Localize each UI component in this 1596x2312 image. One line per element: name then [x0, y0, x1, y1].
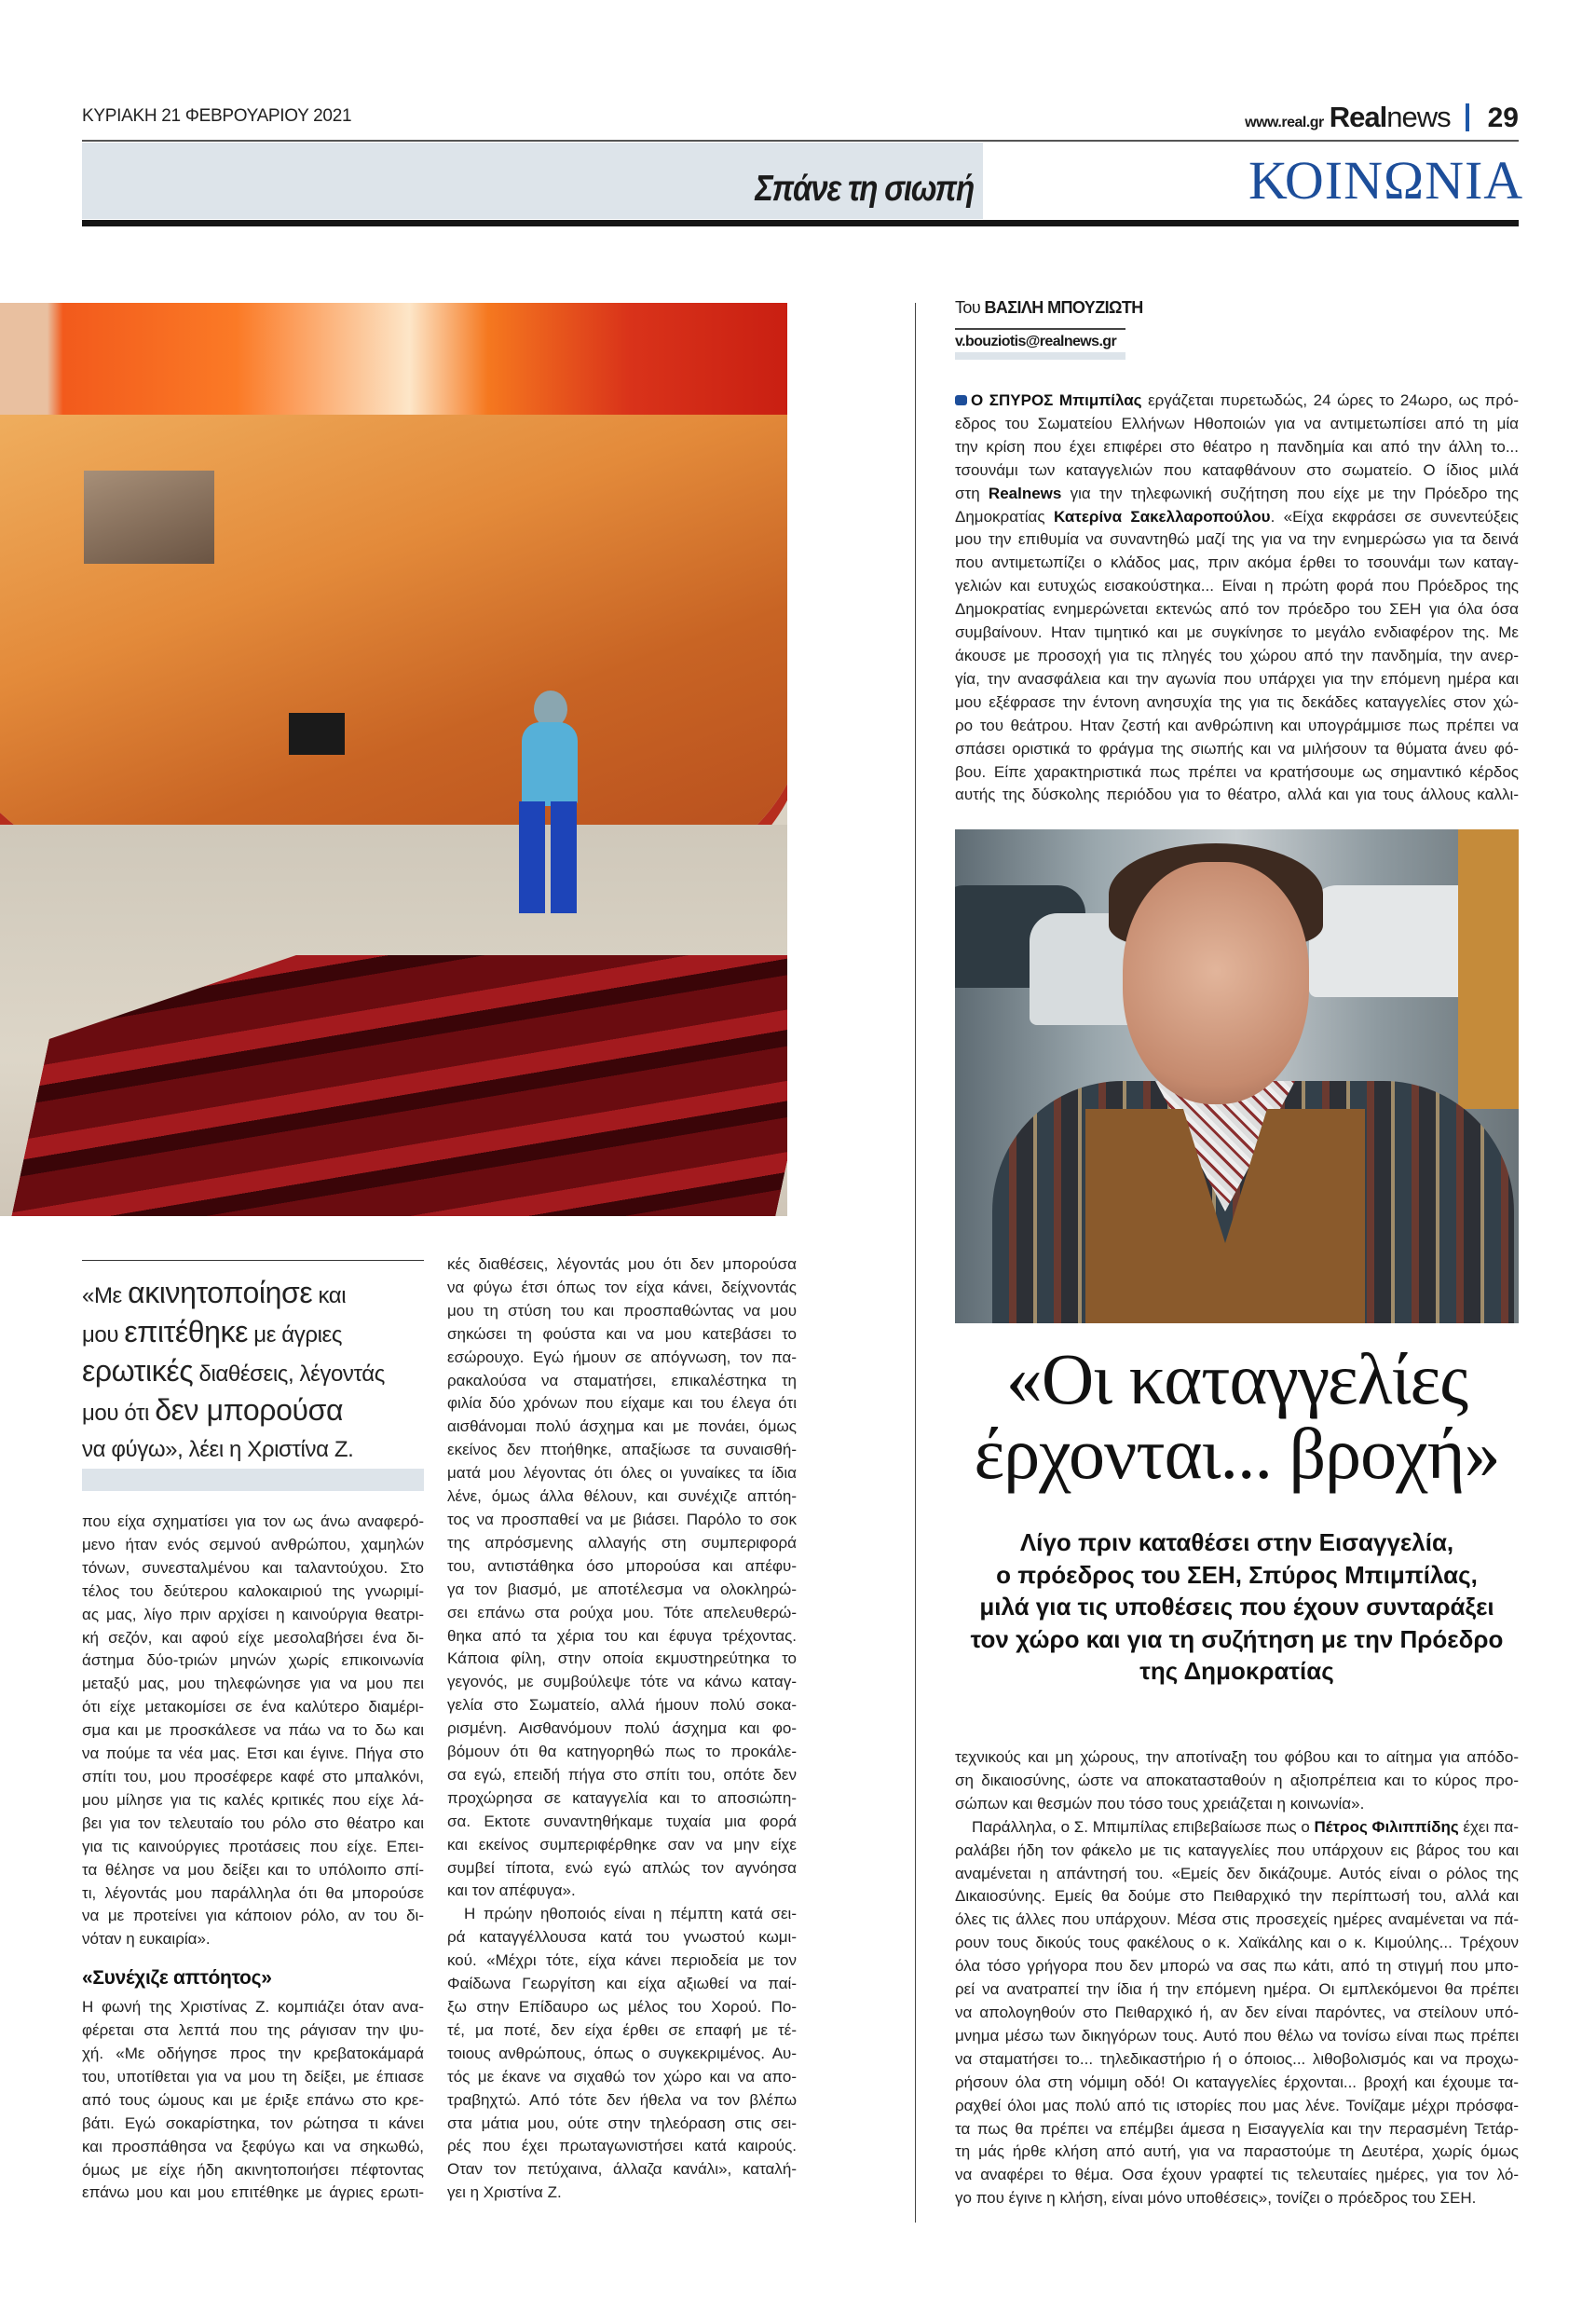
quote-emphasis: επιτέθηκε — [124, 1315, 248, 1348]
quote-emphasis: δεν μπορούσα — [155, 1393, 344, 1427]
text-line: σει επάνω στα ρούχα μου. Τότε απελευθερώ- — [447, 1603, 797, 1621]
text-line: βόμουν ότι θα κατηγορηθώ πως το προκάλε- — [447, 1743, 797, 1761]
amplifier — [289, 713, 345, 755]
text-line: Δημοκρατίας ενημερώνεται εκτενώς από τον πρόεδρο του ΣΕΗ για όλα όσα — [955, 600, 1519, 619]
text-line: τι, λέγοντάς μου παράλληλα ότι θα μπορούσε — [82, 1883, 424, 1902]
pull-quote-line: μου ότι δεν μπορούσα — [82, 1393, 344, 1427]
quote-emphasis: ακινητοποίησε — [128, 1276, 313, 1309]
text-line: ραλάβει ήδη τον φάκελο με τις καταγγελίες που υπάρχουν εις βάρος του και — [955, 1840, 1519, 1859]
text-line: στη Realnews για την τηλεφωνική συζήτηση που είχε με την Πρόεδρο της — [955, 484, 1520, 502]
text-line: σπίτι του, μου προσέφερε καφέ στο μπαλκόνι, — [82, 1767, 424, 1785]
text-line: του, αντιστάθηκα όσο μπορούσα και απέφυ- — [447, 1556, 797, 1575]
section-kicker-band — [82, 143, 983, 219]
text-line: τα πως θα πρέπει να επέμβει άμεσα η Εισαγγελία και την περασμένη Τετάρ- — [955, 2119, 1519, 2138]
text-line: τός με έκανε να σιχαθώ τον χώρο και να απο- — [447, 2067, 797, 2086]
text-line: σώπων και θεσμών που τόσο τους χρειάζεται η κοινωνία». — [955, 1794, 1365, 1813]
text-line: βάτι. Εγώ σοκαρίστηκα, τον ρώτησα τι κάνει — [82, 2114, 424, 2132]
text-line: Φαίδωνα Γεωργίτση και είχα αξιωθεί να παί- — [447, 1975, 797, 1993]
header-thick-rule — [82, 220, 1519, 226]
figure-legs — [519, 801, 577, 913]
article-intro — [955, 390, 1519, 807]
headline — [955, 1338, 1519, 1494]
quote-emphasis: ερωτικές — [82, 1354, 194, 1388]
article-body-left — [82, 1511, 424, 2205]
text-line: ρά καταγγέλλουσα κατά του γνωστού κωμι- — [447, 1928, 797, 1947]
separator-bar — [1466, 103, 1469, 131]
text-line: μου την επιθυμία να συναντηθώ μαζί της για να την ενημερώσω για τα δεινά — [955, 530, 1519, 549]
paragraph — [82, 1511, 424, 1951]
text-line: κή σεζόν, και αφού είχε μεσολαβήσει ένα δι- — [82, 1628, 424, 1647]
section-name: ΚΟΙΝΩΝΙΑ — [1248, 150, 1524, 211]
text-line: τα θέλησε να μου δείξει και το υπόλοιπο σπί- — [82, 1860, 424, 1879]
byline-author: ΒΑΣΙΛΗ ΜΠΟΥΖΙΩΤΗ — [984, 298, 1143, 317]
text-line: τέ, μα ποτέ, δεν είχα έρθει σε επαφή με τέ- — [447, 2020, 797, 2039]
text-line: Παράλληλα, ο Σ. Μπιμπίλας επιβεβαίωσε πως ο Πέτρος Φιλιππίδης έχει πα- — [972, 1817, 1519, 1836]
paragraph — [955, 390, 1519, 807]
text-line: ξω στην Επίδαυρο ως μέλος του Χορού. Πο- — [447, 1998, 797, 2016]
text-line: χή. «Με οδήγησε προς την κρεβατοκάμαρά — [82, 2045, 424, 2063]
article-body-right — [955, 1746, 1519, 2210]
text-line: θηκα από τα χέρια του και έφυγα τρέχοντας. — [447, 1626, 797, 1645]
pull-quote-line: ερωτικές διαθέσεις, λέγοντάς — [82, 1354, 385, 1388]
text-line: σα εγώ, επειδή πήγα στο σπίτι του, οπότε δεν — [447, 1765, 797, 1784]
paragraph — [447, 1253, 797, 1903]
text-line: Η πρώην ηθοποιός είναι η πέμπτη κατά σει- — [464, 1905, 797, 1923]
subhead-line: τον χώρο και για τη συζήτηση με την Πρόεδρο — [970, 1624, 1504, 1653]
text-line: ραχθεί όλοι μας πολύ από τις ιστορίες που μας λένε. Τονίζαμε μέχρι πρόσφα- — [955, 2096, 1519, 2114]
text-line: γεγονός, με συμβούλεψε τότε να κάνω καταγ- — [447, 1673, 797, 1691]
text-line: εκείνος δεν πτοήθηκε, απαξίωσε τα συναισθή- — [447, 1441, 797, 1459]
text-line: που αντιμετωπίζει ο κλάδος μας, πριν ακόμα έρθει το τσουνάμι των καταγ- — [955, 554, 1519, 572]
text-line: γελιών και ευτυχώς εισακούστηκα... Είναι η πρώτη φορά που Πρόεδρος της — [955, 577, 1519, 595]
text-line: για τις καινούργιες προτάσεις που είχε. Επει- — [82, 1837, 424, 1855]
building-wall — [1458, 829, 1519, 1109]
text-line: τσουνάμι των καταγγελιών που καταφθάνουν στο σωματείο. Ο ίδιος μιλά — [955, 460, 1519, 479]
text-line: βει για τον τελευταίο του ρόλο στο θέατρο και — [82, 1813, 424, 1832]
text-line: νόταν η ευκαιρία». — [82, 1930, 211, 1949]
text-line: αυτής της δύσκολης περιόδου για το θέατρο, αλλά και για τους άλλους καλλι- — [955, 786, 1519, 804]
issue-date: ΚΥΡΙΑΚΗ 21 ΦΕΒΡΟΥΑΡΙΟΥ 2021 — [82, 106, 352, 126]
text-line: τέλος του δεύτερου καλοκαιριού της γνωριμί- — [82, 1581, 424, 1600]
subhead-line: ο πρόεδρος του ΣΕΗ, Σπύρος Μπιμπίλας, — [996, 1560, 1478, 1589]
text-line: σηκώσει τη φούστα και να μου κατεβάσει το — [447, 1324, 797, 1343]
figure-torso — [522, 722, 578, 806]
text-line: σπάσει οριστικά το φράγμα της σιωπής και να μιλήσουν τα θύματα άνευ φό- — [955, 739, 1519, 758]
site-url[interactable]: www.real.gr — [1245, 115, 1324, 130]
text-line: μου μίλησε για τις καλές κριτικές που είχε λά- — [82, 1790, 424, 1809]
text-line: από τους ώμους και με έριξε επάνω στο κρε- — [82, 2090, 424, 2109]
text-line: ας μας, λίγο πριν αρχίσει η καινούργια θεατρι- — [82, 1605, 424, 1623]
author-email[interactable]: v.bouziotis@realnews.gr — [955, 334, 1117, 349]
text-line: μου εξέφρασε την έντονη ανησυχία της για τις δεκάδες καταγγελίες στον χώ- — [955, 692, 1519, 711]
text-line: βου. Είπε χαρακτηριστικά πως πρέπει να κρατήσουμε ως σημαντικό κέρδος — [955, 762, 1519, 781]
text-line: τη μάς ήρθε κλήση από αυτή, για να παραστούμε τη Δευτέρα, χωρίς όμως — [955, 2142, 1519, 2161]
byline-prefix: Του — [955, 298, 981, 317]
text-line: ρήσουν όλα στη νόμιμη οδό! Οι καταγγελίες έρχονται... βροχή και έχουμε τα- — [955, 2073, 1519, 2091]
brand-logo-news: news — [1386, 101, 1451, 133]
text-line: σμα και με προσκάλεσε να πάω να το δω και — [82, 1721, 424, 1740]
text-line: τόνων, συνεσταλμένου και ταλαντούχου. Στο — [82, 1558, 424, 1577]
text-line: ρο του θεάτρου. Ηταν ζεστή και ανθρώπινη και υπογράμμισε πως πρέπει να — [955, 716, 1519, 734]
text-line: λένε, όμως άλλα θέλουν, και συνέχιζε απτόη- — [447, 1487, 797, 1506]
text-line: γελία στο Σωματείο, αλλά ήμουν πολύ σοκα- — [447, 1696, 797, 1715]
paragraph — [82, 1996, 424, 2205]
text-line: άκουσε με προσοχή για τις πληγές του χώρου από την πανδημία, την ανερ- — [955, 646, 1519, 664]
byline-bar — [955, 352, 1125, 360]
text-line: γα τον βιασμό, με αποτέλεσμα να ολοκληρώ- — [447, 1580, 797, 1598]
text-line: ότι είχε μετακομίσει σε ένα καλύτερο διαμέρι- — [82, 1698, 424, 1717]
bold-name: Realnews — [988, 484, 1062, 502]
text-line: ρουν τους δικούς τους φακέλους ο κ. Χαϊκάλης και ο κ. Κιμούλης... Τρέχουν — [955, 1934, 1519, 1952]
text-line: μενο ήταν ενός σεμνού ανθρώπου, χαμηλών — [82, 1535, 424, 1553]
stage-prop — [84, 471, 214, 564]
text-line: στα μάτια μου, ούτε στην τηλεόραση στις σει- — [447, 2114, 797, 2132]
text-line: κού. «Μέχρι τότε, είχα κάνει περιοδεία με τον — [447, 1951, 797, 1970]
text-line: να πούμε τα νέα μας. Ετσι και έγινε. Πήγα στο — [82, 1744, 424, 1763]
headline-line: «Οι καταγγελίες — [1005, 1338, 1468, 1419]
text-line: μνημα μέσω των δικηγόρων τους. Αυτό που θέλω να τονίσω είναι πως πρέπει — [955, 2026, 1519, 2045]
text-line: εδρος του Σωματείου Ελλήνων Ηθοποιών για να αντιμετωπίσει από τη μία — [955, 414, 1519, 432]
text-line: να απολογηθούν στο Πειθαρχικό ή, αν δεν είναι παρόντες, να στείλουν υπό- — [955, 2003, 1519, 2021]
text-line: συμβεί τίποτα, ενώ εγώ απλώς τον αγνόησα — [447, 1858, 797, 1877]
header-rule — [82, 140, 1519, 142]
paragraph — [955, 1816, 1519, 2210]
text-line: άστημα δύο-τριών μηνών χωρίς επικοινωνία — [82, 1651, 424, 1670]
text-line: προχώρησα σε καταγγελία και το αποσιώπη- — [447, 1788, 797, 1807]
text-line: να με προτείνει για κάποιον ρόλο, αν του δι- — [82, 1907, 424, 1925]
pull-quote — [82, 1275, 436, 1468]
section-subheading: «Συνέχιζε απτόητος» — [82, 1967, 272, 1990]
text-line: να φύγω έτσι όπως τον είχα κάνει, δείχνοντάς — [447, 1278, 797, 1296]
pull-quote-rule — [82, 1260, 424, 1261]
text-line: Οταν τον πετύχαινα, άλλαζα κανάλι», καταλή- — [447, 2160, 797, 2179]
text-line: μου τη στύση του και προσπαθώντας να μου — [447, 1301, 797, 1320]
paragraph — [447, 1903, 797, 2205]
text-line: ρεί να ανατραπεί την ίδια ή την επόμενη ημέρα. Οι εμπλεκόμενοι θα πρέπει — [955, 1980, 1519, 1999]
section-kicker: Σπάνε τη σιωπή — [755, 169, 974, 209]
page-number: 29 — [1487, 103, 1519, 133]
text-line: όλες τις άλλες που υπάρχουν. Μέσα στις προσεχείς ημέρες αναμένεται να πά- — [955, 1910, 1519, 1929]
masthead-brand — [1245, 101, 1519, 134]
text-line: ρές που έχει πρωταγωνιστήσει κατά καιρούς. — [447, 2137, 797, 2155]
face — [1123, 862, 1309, 1104]
text-line: όμως με είχε ήδη ακινητοποιήσει πέφτοντας — [82, 2160, 424, 2179]
text-line: σα. Εκτοτε συναντηθήκαμε τυχαία μια φορά — [447, 1812, 797, 1830]
text-line: να αναφέρει το θέμα. Οσα έχουν γραφτεί τις τελευταίες ημέρες, για τον λό- — [955, 2166, 1519, 2184]
text-line: και εκείνος συμπεριφέρθηκε σαν να μην είχε — [447, 1835, 797, 1854]
text-line: του, υποτίθεται για να μου τη δείξει, με έπιασε — [82, 2067, 424, 2086]
text-line: ματά μου λέγοντας ότι όλες οι γυναίκες τα ίδια — [447, 1464, 797, 1483]
headline-line: έρχονται... βροχή» — [974, 1413, 1500, 1494]
text-line: Ο ΣΠΥΡΟΣ Μπιμπίλας εργάζεται πυρετωδώς, 24 ώρες το 24ωρο, ως πρό- — [955, 390, 1519, 413]
bullet-square-icon — [955, 395, 967, 405]
subheadline — [955, 1526, 1519, 1688]
text-line: φέρεται στα λεπτά που της ράγισαν την ψυ- — [82, 2021, 424, 2040]
text-line: όλα τόσο γρήγορα που δεν μπορώ να σας πω κάτι, από τη στιγμή που μπο- — [955, 1957, 1519, 1976]
text-line: και τον απέφυγα». — [447, 1881, 576, 1900]
photographer-figure — [508, 685, 587, 918]
text-line: τος να προσπαθεί να με βιάσει. Παρόλο το σοκ — [447, 1510, 797, 1528]
text-line: της απρόσμενης αλλαγής στη συμπεριφορά — [447, 1533, 797, 1552]
text-line: κές διαθέσεις, λέγοντάς μου ότι δεν μπορούσα — [447, 1255, 797, 1273]
text-line: Κάποια φίλη, στην οποία εκμυστηρεύτηκα το — [447, 1649, 797, 1668]
text-line: και προσπάθησα να ξεφύγω και να σηκωθώ, — [82, 2137, 424, 2155]
text-line: γει η Χριστίνα Ζ. — [447, 2183, 562, 2202]
text-line: Η φωνή της Χριστίνας Ζ. κομπιάζει όταν ανα- — [82, 1998, 424, 2017]
text-line: ρισμένη. Αισθανόμουν πολύ άσχημα και φο- — [447, 1719, 797, 1738]
text-line: τοιους ανθρώπους, όπως ο συγκεκριμένος. Αυ- — [447, 2044, 797, 2062]
pull-quote-line: μου επιτέθηκε με άγριες — [82, 1315, 342, 1348]
paragraph — [955, 1746, 1519, 1816]
text-line: τραβηχτώ. Από τότε δεν ήθελα να τον βλέπω — [447, 2090, 797, 2109]
text-line: συμβαίνουν. Ηταν τιμητικό και με συγκίνησε το μεγάλο ενδιαφέρον της. Με — [955, 623, 1519, 642]
pull-quote-line: να φύγω», λέει η Χριστίνα Ζ. — [82, 1437, 354, 1462]
text-line: αισθάνομαι πολύ άσχημα και με πονάει, όμως — [447, 1417, 797, 1436]
text-line: γία, την ανασφάλεια και την αγωνία που υπάρχει για την επόμενη ημέρα και — [955, 669, 1519, 688]
bold-name: Κατερίνα Σακελλαροπούλου — [1053, 507, 1271, 526]
text-line: τεχνικούς και μη χώρους, την αποτίναξη του φόβου και το αίτημα για απόδο- — [955, 1748, 1519, 1766]
text-line: την κρίση που έχει επιφέρει στο θέατρο η πανδημία και από την άλλη το... — [955, 437, 1519, 456]
pull-quote-line: «Με ακινητοποίησε και — [82, 1276, 347, 1309]
theatre-stage-photo — [0, 303, 787, 1216]
text-line: επάνω μου και μου επιτέθηκε με άγριες ερωτι- — [82, 2183, 424, 2202]
bold-name: Ο ΣΠΥΡΟΣ Μπιμπίλας — [971, 391, 1142, 409]
brand-logo-real: Real — [1329, 101, 1387, 133]
column-divider — [915, 303, 916, 2223]
text-line: Δημοκρατίας Κατερίνα Σακελλαροπούλου. «Είχα εκφράσει σε συνεντεύξεις — [955, 507, 1519, 526]
text-line: φιλία δύο χρόνων που είχαμε και του έλεγα ότι — [447, 1394, 797, 1413]
byline — [955, 298, 1143, 318]
text-line: γο που έγινε η κλήση, είναι μόνο υποθέσεις», τονίζει ο πρόεδρος του ΣΕΗ. — [955, 2189, 1477, 2208]
subhead-line: Λίγο πριν καταθέσει στην Εισαγγελία, — [1019, 1528, 1454, 1556]
text-line: ση δικαιοσύνης, ώστε να αποκατασταθούν η αξιοπρέπεια και το κύρος προ- — [955, 1771, 1519, 1789]
text-line: να σταματήσει το... τηλεδικαστήριο ή ο όποιος... λιθοβολισμός και να προχω- — [955, 2049, 1519, 2068]
text-line: Δικαιοσύνης. Εμείς θα δούμε στο Πειθαρχικό την περίπτωσή του, αλλά και — [955, 1887, 1519, 1906]
text-line: αναμένεται η απάντησή του. «Εμείς δεν δικάζουμε. Αυτός είναι ο ρόλος της — [955, 1864, 1519, 1882]
article-body-middle — [447, 1253, 797, 2205]
text-line: μεταξύ μας, μου τηλεφώνησε για να μου πει — [82, 1675, 424, 1693]
subhead-line: μιλά για τις υποθέσεις που έχουν συνταράξει — [979, 1593, 1494, 1621]
text-line: που είχα σχηματίσει για τον ως άνω αναφερό- — [82, 1512, 424, 1530]
pull-quote-bar — [82, 1469, 424, 1491]
subhead-line: της Δημοκρατίας — [1139, 1657, 1334, 1685]
text-line: εσώρουχο. Εγώ ήμουν σε απόγνωση, τον πα- — [447, 1348, 797, 1366]
byline-rule — [955, 328, 1125, 330]
text-line: ρακαλούσα να σταματήσει, επικαλέστηκα τη — [447, 1371, 797, 1389]
bold-name: Πέτρος Φιλιππίδης — [1314, 1817, 1459, 1836]
portrait-photo — [955, 829, 1519, 1323]
